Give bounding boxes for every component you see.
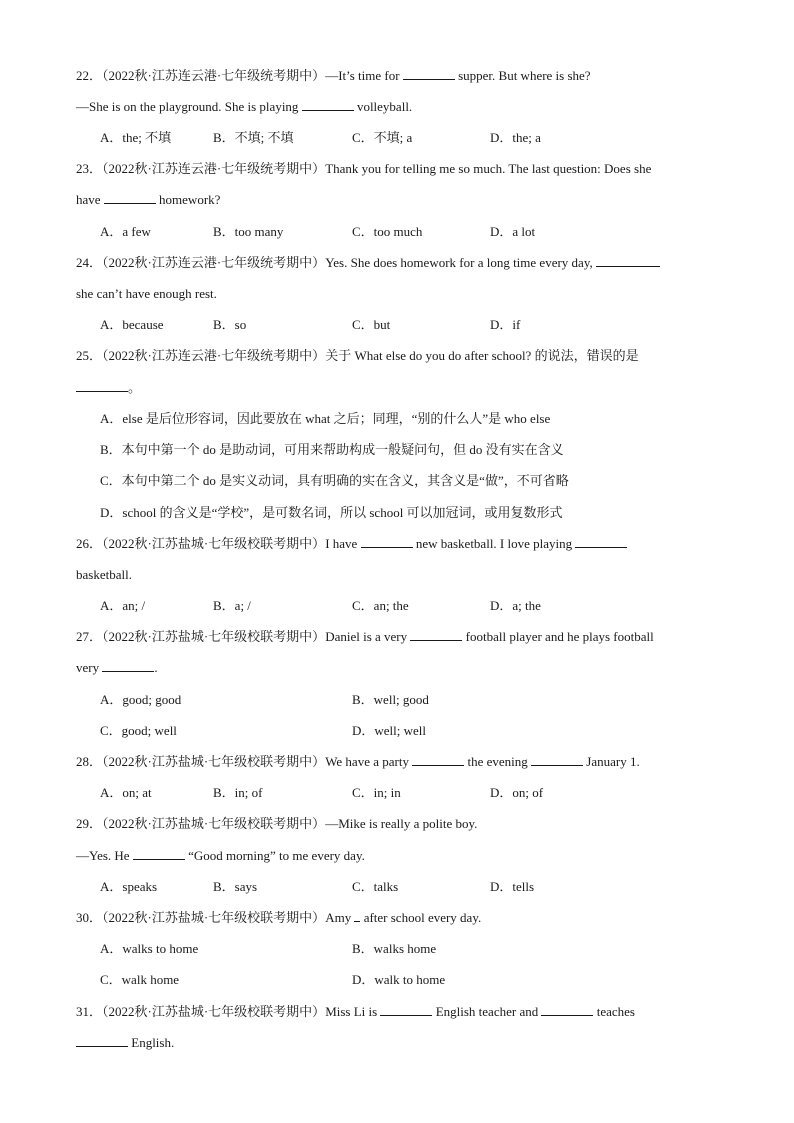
question-text: have: [76, 192, 101, 207]
option-c: C．本句中第二个 do 是实义动词，具有明确的实在含义，其含义是“做”，不可省略: [100, 473, 569, 488]
option-b: B．walks home: [352, 941, 437, 956]
question-text: “Good morning” to me every day.: [188, 848, 365, 863]
option-b: B．so: [213, 317, 247, 332]
question-text: .: [154, 660, 158, 675]
option-c: C．an; the: [352, 598, 409, 613]
answer-blank: [410, 627, 462, 641]
question-26: [76, 534, 718, 554]
answer-blank: [104, 190, 156, 204]
option-c: C．good; well: [100, 723, 177, 738]
question-text: —She is on the playground. She is playing: [76, 99, 299, 114]
question-source: （2022秋·江苏连云港·七年级统考期中）: [102, 348, 326, 363]
option-a: A．walks to home: [100, 941, 199, 956]
answer-blank: [302, 97, 354, 111]
question-source: （2022秋·江苏盐城·七年级校联考期中）: [102, 816, 326, 831]
option-d: D．on; of: [490, 785, 544, 800]
answer-blank: [102, 658, 154, 672]
option-d: D．a; the: [490, 598, 541, 613]
question-26-line-2: [76, 565, 718, 585]
question-text: volleyball.: [356, 99, 413, 114]
option-b: B．too many: [213, 224, 284, 239]
option-d: D．a lot: [490, 224, 536, 239]
question-text: very: [76, 660, 100, 675]
question-text: I have: [325, 536, 358, 551]
option-d: D．if: [490, 317, 521, 332]
question-text: basketball.: [76, 567, 132, 582]
option-a: A．on; at: [100, 785, 152, 800]
question-source: （2022秋·江苏连云港·七年级统考期中）: [102, 68, 326, 83]
question-24: [76, 253, 718, 273]
option-d: D．the; a: [490, 130, 541, 145]
answer-blank: [380, 1002, 432, 1016]
question-source: （2022秋·江苏盐城·七年级校联考期中）: [102, 910, 326, 925]
option-b: B．a; /: [213, 598, 251, 613]
question-text: Amy: [325, 910, 352, 925]
question-22: [76, 66, 718, 86]
question-source: （2022秋·江苏连云港·七年级统考期中）: [102, 161, 326, 176]
answer-blank: [76, 378, 128, 392]
question-31-line-2: [76, 1033, 718, 1053]
answer-blank: [354, 908, 360, 922]
option-a: A．good; good: [100, 692, 182, 707]
question-text: English.: [131, 1035, 175, 1050]
option-a: A．else 是后位形容词，因此要放在 what 之后；同理，“别的什么人”是 who else: [100, 411, 551, 426]
option-c: C．talks: [352, 879, 399, 894]
question-number: 30．: [76, 910, 103, 925]
question-text: football player and he plays football: [465, 629, 654, 644]
question-23-line-2: [76, 190, 718, 210]
question-text: Yes. She does homework for a long time every day,: [325, 255, 593, 270]
question-text: —It’s time for: [325, 68, 400, 83]
question-text: Daniel is a very: [325, 629, 408, 644]
option-b: B．不填; 不填: [213, 130, 294, 145]
question-22-line-2: [76, 97, 718, 117]
question-text: January 1.: [586, 754, 640, 769]
question-source: （2022秋·江苏盐城·七年级校联考期中）: [102, 754, 326, 769]
answer-blank: [361, 534, 413, 548]
question-text: supper. But where is she?: [458, 68, 591, 83]
question-number: 24．: [76, 255, 103, 270]
question-text: English teacher and: [435, 1004, 539, 1019]
question-number: 28．: [76, 754, 103, 769]
option-d: D．walk to home: [352, 972, 446, 987]
question-number: 22．: [76, 68, 103, 83]
answer-blank: [412, 752, 464, 766]
question-source: （2022秋·江苏连云港·七年级统考期中）: [102, 255, 326, 270]
answer-blank: [76, 1033, 128, 1047]
question-text: the evening: [467, 754, 528, 769]
option-c: C．too much: [352, 224, 423, 239]
option-d: D．tells: [490, 879, 535, 894]
question-text: 。: [128, 380, 142, 395]
question-text: We have a party: [325, 754, 409, 769]
option-b: B．in; of: [213, 785, 263, 800]
option-a: A．because: [100, 317, 164, 332]
option-c: C．不填; a: [352, 130, 413, 145]
question-28: [76, 752, 718, 772]
question-number: 26．: [76, 536, 103, 551]
option-c: C．walk home: [100, 972, 180, 987]
option-a: A．a few: [100, 224, 151, 239]
option-d: D．school 的含义是“学校”，是可数名词，所以 school 可以加冠词，或用复数形式: [100, 505, 563, 520]
option-a: A．speaks: [100, 879, 158, 894]
option-c: C．in; in: [352, 785, 401, 800]
question-30: [76, 908, 718, 928]
question-29-line-2: [76, 846, 718, 866]
answer-blank: [596, 253, 660, 267]
option-c: C．but: [352, 317, 391, 332]
question-text: —Yes. He: [76, 848, 130, 863]
option-a: A．the; 不填: [100, 130, 172, 145]
question-source: （2022秋·江苏盐城·七年级校联考期中）: [102, 629, 326, 644]
option-a: A．an; /: [100, 598, 146, 613]
question-number: 27．: [76, 629, 103, 644]
answer-blank: [541, 1002, 593, 1016]
question-27: [76, 627, 718, 647]
question-number: 25．: [76, 348, 103, 363]
option-b: B．says: [213, 879, 258, 894]
question-24-line-2: [76, 284, 718, 304]
answer-blank: [575, 534, 627, 548]
question-text: homework?: [159, 192, 221, 207]
question-27-line-2: [76, 658, 718, 678]
question-text: —Mike is really a polite boy.: [325, 816, 478, 831]
question-text: 关于 What else do you do after school? 的说法，错误的是: [325, 348, 639, 363]
option-d: D．well; well: [352, 723, 427, 738]
option-b: B．well; good: [352, 692, 429, 707]
question-text: she can’t have enough rest.: [76, 286, 217, 301]
question-source: （2022秋·江苏盐城·七年级校联考期中）: [102, 1004, 326, 1019]
question-number: 31．: [76, 1004, 103, 1019]
answer-blank: [403, 66, 455, 80]
question-31: [76, 1002, 718, 1022]
option-b: B．本句中第一个 do 是助动词，可用来帮助构成一般疑问句，但 do 没有实在含义: [100, 442, 564, 457]
question-text: Thank you for telling me so much. The last question: Does she: [325, 161, 652, 176]
answer-blank: [531, 752, 583, 766]
question-text: Miss Li is: [325, 1004, 378, 1019]
answer-blank: [133, 846, 185, 860]
question-number: 29．: [76, 816, 103, 831]
question-25-line-2: [76, 378, 718, 398]
question-text: teaches: [596, 1004, 635, 1019]
question-number: 23．: [76, 161, 103, 176]
question-text: new basketball. I love playing: [415, 536, 573, 551]
question-25: [76, 346, 718, 366]
question-text: after school every day.: [363, 910, 482, 925]
question-29: [76, 814, 718, 834]
question-source: （2022秋·江苏盐城·七年级校联考期中）: [102, 536, 326, 551]
question-23: [76, 159, 718, 179]
